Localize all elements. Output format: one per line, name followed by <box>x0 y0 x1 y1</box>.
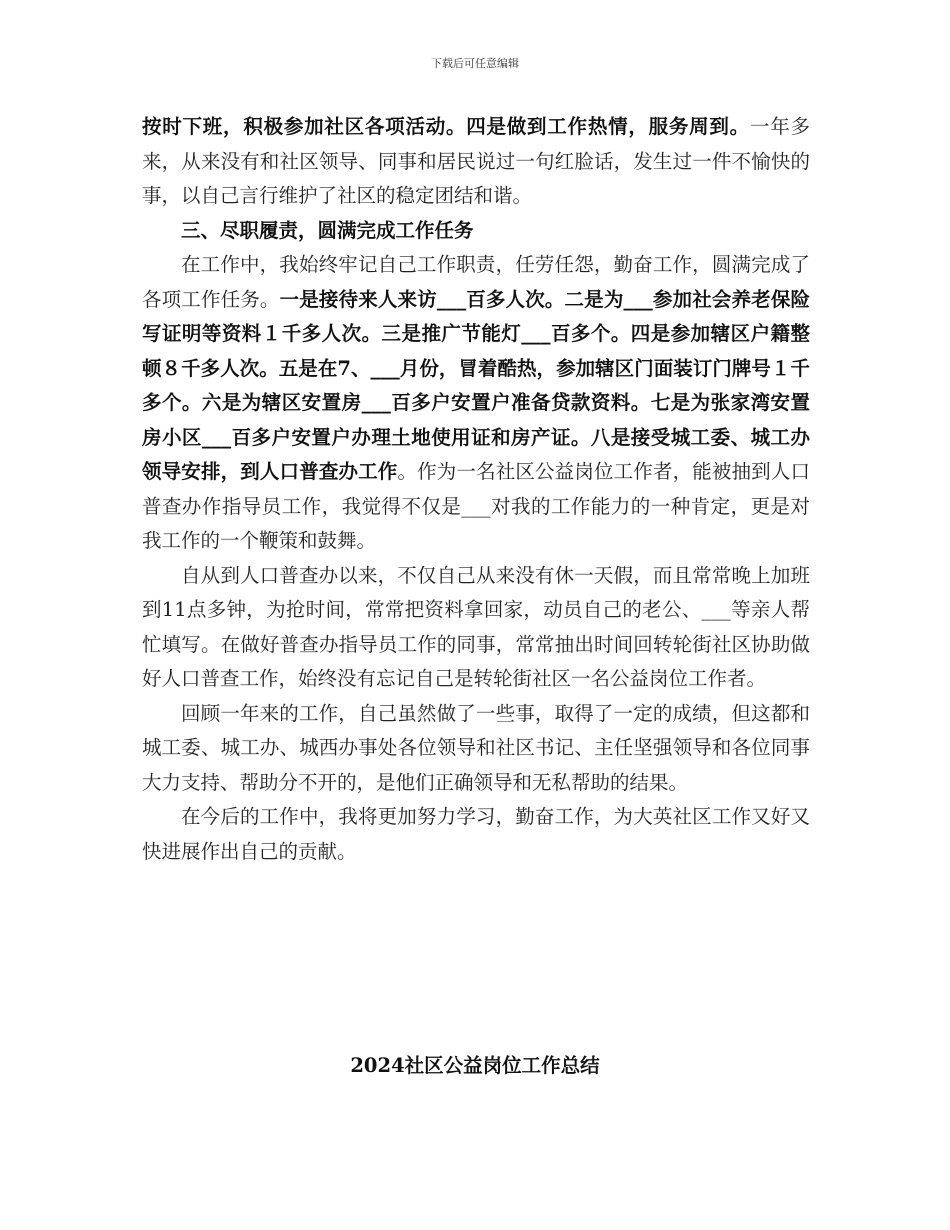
paragraph-1-text: 一年多来，从来没有和社区领导、同事和居民说过一句红脸话，发生过一件不愉快的事，以自己言行维护了社区的稳定团结和谐。 <box>142 115 810 207</box>
paragraph-2 <box>142 248 810 559</box>
paragraph-2-text-end: 。作为一名社区公益岗位工作者，能被抽到人口普查办作指导员工作，我觉得不仅是___对我的工作能力的一种肯定，更是对我工作的一个鞭策和鼓舞。 <box>142 460 810 552</box>
paragraph-2-bold: 一是接待来人来访___百多人次。二是为___参加社会养老保险写证明等资料１千多人次。三是推广节能灯___百多个。四是参加辖区户籍整顿８千多人次。五是在7、___月份，冒着酷热，参加辖区门面装订门牌号１千多个。六是为辖区安置房___百多户安置户准备贷款资料。七是为张家湾安置房小区___百多户安置户办理土地使用证和房产证。八是接受城工委、城工办领导安排，到人口普查办工作 <box>142 287 810 483</box>
section-3-heading: 三、尽职履责，圆满完成工作任务 <box>181 218 474 242</box>
paragraph-2-text-start: 在工作中，我始终牢记自己工作职责，任劳任怨，勤奋工作，圆满完成了各项工作任务。 <box>142 253 810 311</box>
document-body <box>142 110 810 869</box>
paragraph-4: 回顾一年来的工作，自己虽然做了一些事，取得了一定的成绩，但这都和城工委、城工办、城西办事处各位领导和社区书记、主任坚强领导和各位同事大力支持、帮助分不开的，是他们正确领导和无私帮助的结果。 <box>142 701 810 794</box>
paragraph-1-bold: 按时下班，积极参加社区各项活动。四是做到工作热情，服务周到。 <box>142 115 750 138</box>
page-header: 下载后可任意编辑 <box>431 57 519 70</box>
paragraph-3: 自从到人口普查办以来，不仅自己从来没有休一天假，而且常常晚上加班到11点多钟，为抢时间，常常把资料拿回家，动员自己的老公、___等亲人帮忙填写。在做好普查办指导员工作的同事，常常抽出时间回转轮街社区协助做好人口普查工作，始终没有忘记自己是转轮街社区一名公益岗位工作者。 <box>142 563 810 690</box>
paragraph-1 <box>142 110 810 214</box>
next-section-title: 2024社区公益岗位工作总结 <box>350 1054 600 1077</box>
paragraph-5: 在今后的工作中，我将更加努力学习，勤奋工作，为大英社区工作又好又快进展作出自己的贡献。 <box>142 805 810 863</box>
